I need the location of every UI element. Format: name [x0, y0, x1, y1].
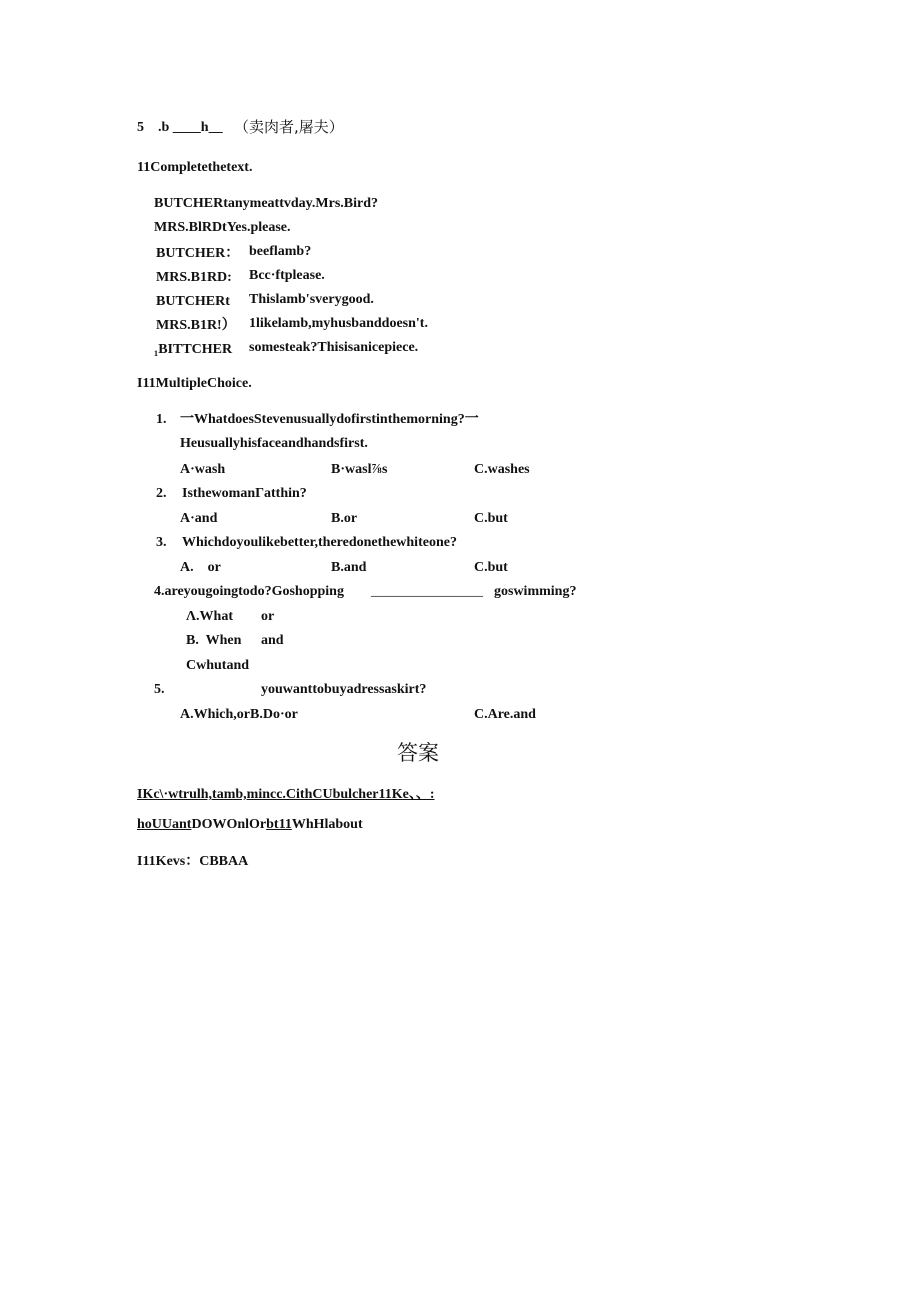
- mc-q3-option-a: A. or: [180, 560, 221, 575]
- dialog-line-7: somesteak?Thisisanicepiece.: [249, 340, 419, 355]
- dialog-speaker-4: MRS.B1RD:: [156, 270, 232, 285]
- mc-q2-question: IsthewomanΓatthin?: [182, 486, 307, 501]
- mc-q4-option-b: B. When: [186, 633, 242, 648]
- dialog-line-3: beeflamb?: [249, 244, 312, 259]
- dialog-speaker-1: BUTCHERtanymeattvday.Mrs.Bird?: [154, 196, 378, 211]
- mc-q1-option-c: C.washes: [474, 462, 530, 477]
- answers-line-2: [137, 816, 363, 834]
- answers-line-2-part-a: hoUUant: [137, 817, 192, 832]
- mc-q5-question: youwanttobuyadressaskirt?: [261, 682, 427, 697]
- mc-q2-option-c: C.but: [474, 511, 508, 526]
- dialog-speaker-7: ₁BITTCHER: [154, 342, 233, 357]
- mc-q4-option-a: Λ.What: [186, 609, 233, 624]
- section2-heading: 11Completethetext.: [137, 160, 253, 175]
- q5-number: 5: [137, 120, 144, 135]
- mc-q2-number: 2.: [156, 486, 167, 501]
- mc-q3-option-c: C.but: [474, 560, 508, 575]
- mc-q1-question-line2: Heusuallyhisfaceandhandsfirst.: [180, 436, 368, 451]
- mc-q4-option-a-conj: or: [261, 609, 275, 624]
- mc-q2-option-b: B.or: [331, 511, 358, 526]
- mc-q4-question: 4.areyougoingtodo?Goshopping: [154, 584, 344, 599]
- mc-q1-option-a: A·wash: [180, 462, 226, 477]
- dialog-speaker-5: BUTCHERt: [156, 294, 230, 309]
- dialog-line-4: Bcc·ftplease.: [249, 268, 325, 283]
- mc-q3-question: Whichdoyoulikebetter,theredonethewhiteone?: [182, 535, 457, 550]
- dialog-line-6: 1likelamb,myhusbanddoesn't.: [249, 316, 428, 331]
- mc-q1-number: 1.: [156, 412, 167, 427]
- q5-blank-word: .b ____h__: [158, 120, 223, 135]
- q5-chinese-hint: （卖肉者,屠夫）: [234, 118, 344, 136]
- mc-q1-option-b: B·wasl⅞s: [331, 462, 388, 477]
- mc-q2-option-a: A·and: [180, 511, 218, 526]
- mc-q1-question: 一WhatdoesStevenusuallydofirstinthemorning?一: [180, 412, 479, 427]
- answers-title: 答案: [397, 741, 439, 765]
- mc-q3-option-b: B.and: [331, 560, 367, 575]
- mc-q5-option-c: C.Are.and: [474, 707, 536, 722]
- answers-line-2-part-c: bt11: [266, 817, 292, 832]
- mc-q5-number: 5.: [154, 682, 165, 697]
- mc-q4-option-c: Cwhutand: [186, 658, 250, 673]
- mc-q4-question-tail: goswimming?: [494, 584, 577, 599]
- answers-line-3: I11Kevs：CBBAA: [137, 854, 249, 869]
- answers-line-1: IKc\·wtrulh,tamb,mincc.CithCUbulcher11Ke、、:: [137, 787, 435, 802]
- dialog-speaker-6: MRS.B1R!）: [156, 318, 236, 333]
- mc-q4-blank: ________________: [371, 584, 483, 599]
- mc-q4-option-b-conj: and: [261, 633, 284, 648]
- dialog-speaker-3: BUTCHER：: [156, 246, 240, 261]
- answers-line-2-part-b: DOWOnlOr: [191, 817, 267, 832]
- section3-heading: I11MultipleChoice.: [137, 376, 252, 391]
- mc-q5-option-ab: A.Which,orB.Do·or: [180, 707, 298, 722]
- dialog-line-5: Thislamb'sverygood.: [249, 292, 374, 307]
- answers-line-2-part-d: WhHlabout: [291, 817, 363, 832]
- dialog-speaker-2: MRS.BlRDtYes.please.: [154, 220, 291, 235]
- mc-q3-number: 3.: [156, 535, 167, 550]
